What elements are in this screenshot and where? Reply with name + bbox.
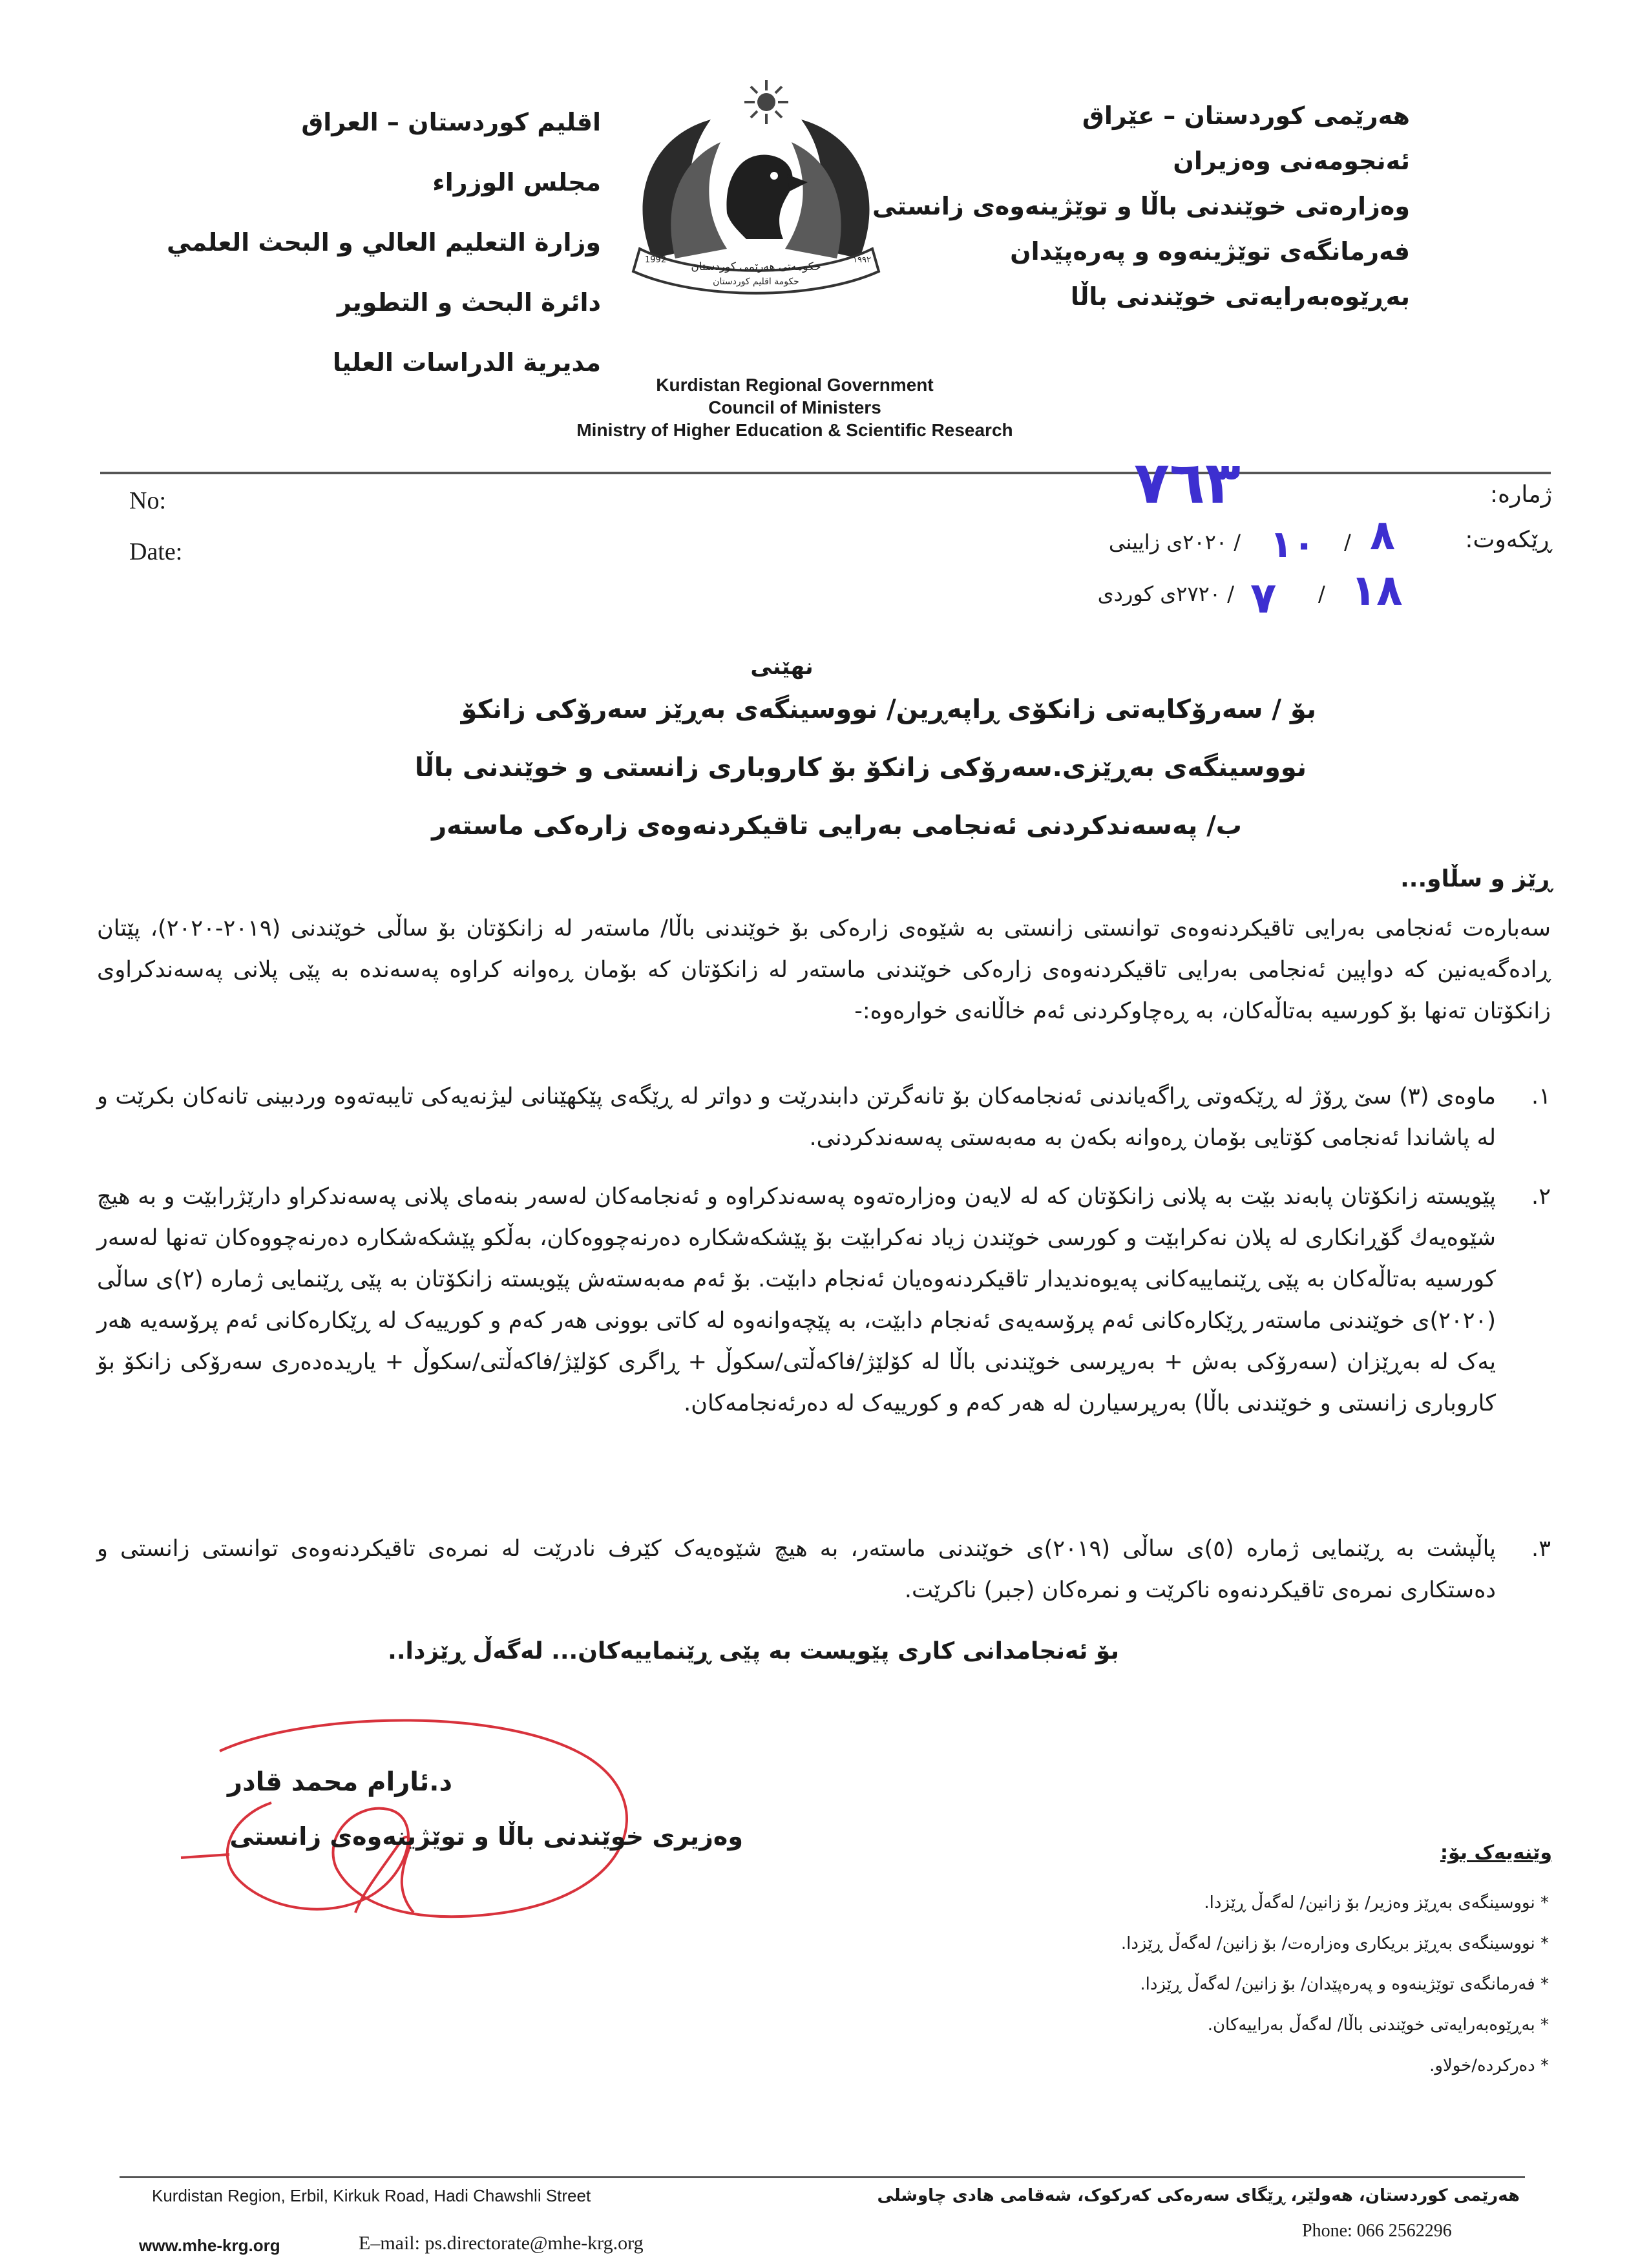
list-item xyxy=(97,1176,1551,1424)
intro-paragraph: سەبارەت ئەنجامی بەرایی تاقیکردنەوەی توانستی زانستی بە شێوەی زارەکی بۆ خوێندنی باڵا/ ماستەر لە زانکۆتان بۆ ساڵی خوێندنی (٢٠١٩-٢٠٢٠)، پێتان ڕادەگەیەنین کە دواپین ئەنجامی بەرایی تاقیکردنەوەی زارەکی خوێندنی ماستەر لە زانکۆتان کە بۆمان ڕەوانە کراوە پەسەندە بە پێی پلانی پەسەندکراوی زانکۆتان تەنها بۆ کورسیە بەتاڵەکان، بە ڕەچاوکردنی ئەم خاڵانەی خوارەوە:- xyxy=(97,916,1551,1024)
footer-divider xyxy=(120,2176,1525,2178)
header-arabic-line: مديرية الدراسات العليا xyxy=(332,348,601,377)
cc-heading: وێنەیەک بۆ: xyxy=(1440,1842,1552,1864)
kurdistan-eagle-emblem-icon xyxy=(614,65,898,330)
kurd-suffix: / ٢٧٢٠ی کوردی xyxy=(1097,582,1234,606)
eagle-head-icon xyxy=(726,155,808,239)
kurd-month: ٧ xyxy=(1250,573,1277,623)
list-item-text: ماوەی (٣) سێ ڕۆژ لە ڕێکەوتی ڕاگەیاندنی ئەنجامەکان بۆ تانەگرتن دابندرێت و دواتر لە ڕێگەی پێکهێنانی لیژنەیەکی تایبەتەوە وردبینی تانەکان بکرێت و لە پاشاندا ئەنجامی کۆتایی بۆمان ڕەوانە بکەن بە مەبەستی پەسەندکردنی. xyxy=(97,1084,1496,1151)
emblem-svg xyxy=(614,65,898,330)
footer-address-ku: هەرێمی کوردستان، هەولێر، ڕێگای سەرەکی کەرکوک، شەقامی هادی چاوشلی xyxy=(877,2186,1520,2205)
list-item-text: پێویستە زانکۆتان پابەند بێت بە پلانی زانکۆتان کە لە لایەن وەزارەتەوە پەسەندکراوە و ئەنجامەکان لەسەر بنەمای پلانی پەسەندکراو دارێژرابێت و بە هیچ شێوەیەك گۆڕانکاری لە پلان نەکرابێت و کورسی خوێندن زیاد نەکرابێت بۆ پێشکەشکارە دەرنەچووەکان، بەڵکو پێشکەشکارە دەرنەچووەکان تەنها لەسەر کورسیە بەتاڵەکان بە پێی ڕێنماییەکانی پەیوەندیدار تاقیکردنەوەیان ئەنجام دابێت. بۆ ئەم مەبەستەش پێویستە زانکۆتان بە پێی ڕێنمایی ژمارە (٢)ی ساڵی (٢٠٢٠)ی خوێندنی ماستەر ڕێکارەکانی ئەم پرۆسەیەی ئەنجام دابێت، بە پێچەوانەوە لە کاتی بوونی هەر کەم و کورییەک لە ڕێکارەکانی ئەم پرۆسەیە هەر یەک لە بەڕێزان (سەرۆکی بەش + بەرپرسی خوێندنی باڵا لە کۆلێژ/فاکەڵتی/سکوڵ + ڕاگری کۆلێژ/فاکەڵتی/سکوڵ + یاریدەدەری سەرۆکی زانکۆ بۆ کاروباری زانستی و خوێندنی باڵا) بەرپرسیارن لە هەر کەم و کورییەک لە دەرئەنجامەکان. xyxy=(97,1184,1496,1416)
cc-item: * نووسینگەی بەڕێز وەزیر/ بۆ زانین/ لەگەڵ ڕێزدا. xyxy=(1204,1893,1549,1913)
number-value: ٧٦٣ xyxy=(1134,449,1241,517)
confidential-mark: نهێنی xyxy=(750,654,814,680)
date-label-ku: ڕێکەوت: xyxy=(1465,527,1552,553)
kurd-sep: / xyxy=(1318,582,1325,606)
header-english-line: Council of Ministers xyxy=(708,397,881,417)
footer-website[interactable]: www.mhe-krg.org xyxy=(139,2236,280,2255)
greg-month: ١٠ xyxy=(1270,522,1316,566)
signatory-name: د.ئارام محمد قادر xyxy=(227,1767,452,1797)
header-english-line: Kurdistan Regional Government xyxy=(656,375,934,395)
header-kurdish-line: وەزارەتی خوێندنی باڵا و توێژینەوەی زانستی xyxy=(872,192,1410,220)
kurdish-date xyxy=(1060,565,1447,630)
list-item xyxy=(97,1076,1551,1159)
list-item-number: ٣. xyxy=(1531,1536,1551,1562)
header-kurdish-line: فەرمانگەی توێژینەوە و پەرەپێدان xyxy=(1010,237,1410,266)
greg-suffix: / ٢٠٢٠ی زایینی xyxy=(1108,530,1241,554)
banner-icon xyxy=(633,249,879,293)
date-label: Date: xyxy=(129,538,183,565)
addressee-line-1: بۆ / سەرۆکایەتی زانکۆی ڕاپەڕین/ نووسینگەی بەڕێز سەرۆکی زانکۆ xyxy=(461,695,1316,724)
footer-email[interactable]: E–mail: ps.directorate@mhe-krg.org xyxy=(359,2232,644,2254)
kurd-day: ١٨ xyxy=(1350,565,1403,615)
cc-item: * بەڕێوەبەرایەتی خوێندنی باڵا/ لەگەڵ بەراییەکان. xyxy=(1207,2015,1549,2035)
greg-day: ٨ xyxy=(1370,512,1396,560)
header-arabic-line: وزارة التعليم العالي و البحث العلمي xyxy=(167,228,601,257)
header-divider xyxy=(100,472,1551,474)
gregorian-date xyxy=(1086,512,1447,569)
list-item-number: ٢. xyxy=(1531,1184,1551,1210)
header-kurdish-line: ئەنجومەنی وەزیران xyxy=(1173,147,1410,175)
cc-item: * دەرکردە/خولاو. xyxy=(1429,2056,1549,2075)
closing-line: بۆ ئەنجامدانی کاری پێویست بە پێی ڕێنماییەکان... لەگەڵ ڕێزدا.. xyxy=(388,1638,1119,1664)
header-arabic-line: مجلس الوزراء xyxy=(432,168,601,196)
list-item-text: پاڵپشت بە ڕێنمایی ژمارە (٥)ی ساڵی (٢٠١٩)ی خوێندنی ماستەر، بە هیچ شێوەیەک کێرف نادرێت لە نمرەی تاقیکردنەوەی توانستی زانستی و دەستکاری نمرەی تاقیکردنەوە ناکرێت و نمرەکان (جبر) ناکرێت. xyxy=(97,1536,1496,1603)
header-arabic-line: اقليم كوردستان – العراق xyxy=(301,108,601,136)
header-arabic-line: دائرة البحث و التطوير xyxy=(337,288,601,317)
footer-phone: Phone: 066 2562296 xyxy=(1302,2221,1452,2241)
subject-line: ب/ پەسەندکردنی ئەنجامی بەرایی تاقیکردنەوەی زارەکی ماستەر xyxy=(432,811,1242,841)
header-english-line: Ministry of Higher Education & Scientific Research xyxy=(576,420,1013,440)
no-label: No: xyxy=(129,487,166,514)
list-item-number: ١. xyxy=(1531,1084,1551,1109)
footer-address-en: Kurdistan Region, Erbil, Kirkuk Road, Hadi Chawshli Street xyxy=(152,2186,591,2205)
greg-sep: / xyxy=(1344,530,1351,554)
sun-icon xyxy=(744,80,788,124)
header-kurdish xyxy=(828,100,1410,326)
signatory-title: وەزیری خوێندنی باڵا و توێژینەوەی زانستی xyxy=(229,1822,743,1851)
number-label: ژمارە: xyxy=(1489,481,1552,508)
header-kurdish-line: بەڕێوەبەرایەتی خوێندنی باڵا xyxy=(1070,282,1410,311)
header-arabic xyxy=(97,107,601,407)
cc-list xyxy=(838,1893,1549,2097)
cc-item: * فەرمانگەی توێژینەوە و پەرەپێدان/ بۆ زانین/ لەگەڵ ڕێزدا. xyxy=(1140,1975,1549,1994)
greeting: ڕێز و سڵاو... xyxy=(1400,866,1552,892)
cc-item: * نووسینگەی بەڕێز بریکاری وەزارەت/ بۆ زانین/ لەگەڵ ڕێزدا. xyxy=(1120,1934,1549,1953)
header-kurdish-line: هەرێمی کوردستان – عێراق xyxy=(1082,101,1410,130)
letterhead xyxy=(0,0,1649,452)
addressee-line-2: نووسینگەی بەڕێزی.سەرۆکی زانکۆ بۆ کاروباری زانستی و خوێندنی باڵا xyxy=(414,753,1307,782)
seal-text-2: حكومة اقليم كوردستان xyxy=(713,277,799,287)
header-english xyxy=(504,373,1086,441)
seal-year-right: ۱۹۹۲ xyxy=(853,255,871,265)
seal-text-1: حكومەتی هەرێمی كوردستان xyxy=(691,260,821,273)
list-item xyxy=(97,1528,1551,1611)
seal-year-left: 1992 xyxy=(645,255,667,265)
